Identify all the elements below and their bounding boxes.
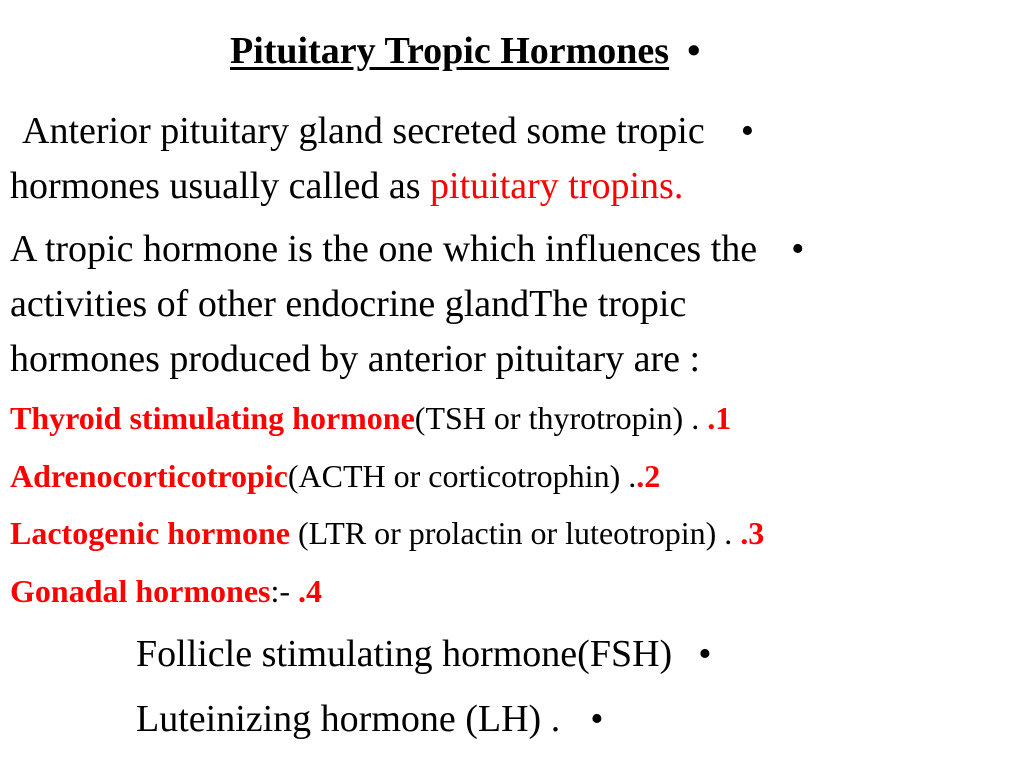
hormone-detail: (TSH or thyrotropin) . xyxy=(414,400,708,436)
hormone-name: Gonadal hormones xyxy=(10,573,271,609)
list-item-acth xyxy=(10,460,660,492)
pituitary-tropins-highlight: pituitary tropins. xyxy=(430,165,684,207)
para2-line2 xyxy=(10,285,686,323)
para2-line3-text: hormones produced by anterior pituitary are : xyxy=(10,338,701,380)
title-text: Pituitary Tropic Hormones xyxy=(230,30,670,72)
hormone-detail: (LTR or prolactin or luteotropin) . xyxy=(289,515,741,551)
sub-bullet-fsh xyxy=(136,635,712,673)
sub-bullet-text: Luteinizing hormone (LH) . xyxy=(136,698,561,740)
para2-line3 xyxy=(10,340,700,378)
para1-line1 xyxy=(22,112,754,150)
hormone-name: Adrenocorticotropic xyxy=(10,458,288,494)
sub-bullet-lh xyxy=(136,700,604,738)
bullet-icon: • xyxy=(590,698,604,740)
hormone-detail: :- xyxy=(270,573,299,609)
para2-line1 xyxy=(10,230,804,268)
para1-line1-text: Anterior pituitary gland secreted some tropic xyxy=(22,110,705,152)
para1-line2-text: hormones usually called as xyxy=(10,165,431,207)
para1-line2 xyxy=(10,167,683,205)
para2-line1-text: A tropic hormone is the one which influences the xyxy=(10,228,758,270)
item-number: .2 xyxy=(636,458,661,494)
bullet-icon: • xyxy=(791,228,805,270)
bullet-icon: • xyxy=(740,110,755,152)
bullet-icon: • xyxy=(698,633,712,675)
hormone-detail: (ACTH or corticotrophin) . xyxy=(287,458,637,494)
item-number: .3 xyxy=(740,515,765,551)
list-item-gonadal xyxy=(10,575,322,607)
list-item-tsh xyxy=(10,402,731,434)
hormone-name: Lactogenic hormone xyxy=(10,515,290,551)
item-number: .4 xyxy=(298,573,323,609)
hormone-name: Thyroid stimulating hormone xyxy=(10,400,415,436)
slide-title xyxy=(230,32,700,70)
para2-line2-text: activities of other endocrine glandThe tropic xyxy=(10,283,687,325)
sub-bullet-text: Follicle stimulating hormone(FSH) xyxy=(136,633,673,675)
bullet-icon: • xyxy=(687,30,701,72)
list-item-ltr xyxy=(10,517,764,549)
item-number: .1 xyxy=(707,400,732,436)
